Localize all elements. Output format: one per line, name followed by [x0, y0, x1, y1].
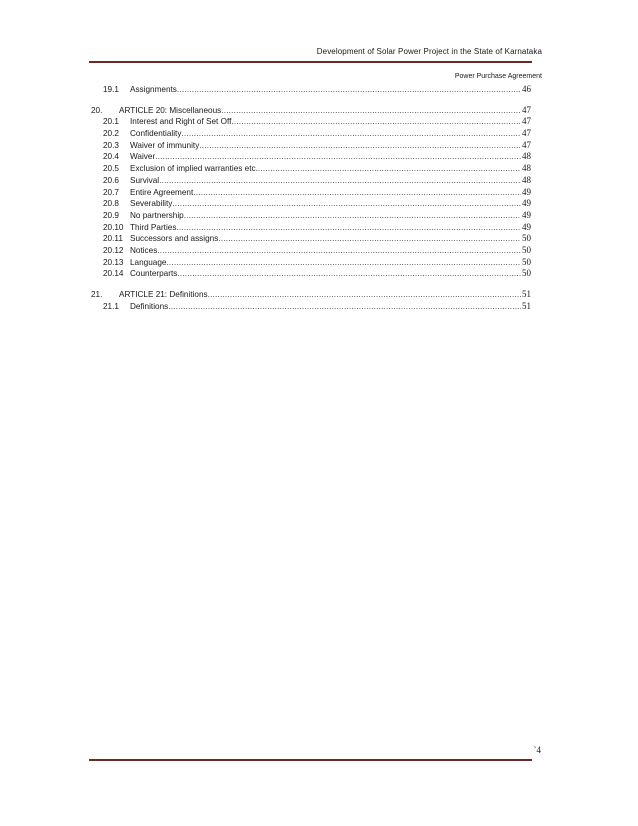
footer-rule — [89, 759, 532, 761]
toc-entry-page: 48 — [522, 163, 531, 174]
toc-entry-number: 20.4 — [103, 152, 119, 162]
toc-gap — [91, 96, 531, 105]
toc-entry-title: Assignments — [130, 85, 177, 94]
toc-entry-title: Waiver of immunity — [130, 140, 200, 150]
toc-entry-title: Interest and Right of Set Off — [130, 117, 232, 127]
toc-entry-page: 46 — [522, 84, 531, 94]
toc-entry-number: 20.3 — [103, 140, 119, 150]
toc-entry-20-8[interactable] — [91, 198, 531, 210]
toc-entry-20-1[interactable] — [91, 116, 531, 128]
toc-entry-20-6[interactable] — [91, 175, 531, 187]
toc-entry-title: Entire Agreement — [130, 187, 194, 197]
toc-entry-20-7[interactable] — [91, 187, 531, 199]
toc-entry-number: 20.1 — [103, 117, 119, 127]
toc-entry-number: 20.12 — [103, 245, 124, 255]
toc-entry-number: 21.1 — [103, 301, 119, 311]
toc-entry-number: 20.13 — [103, 257, 124, 267]
toc-entry-title: Counterparts — [130, 269, 178, 279]
toc-entry-page: 49 — [522, 209, 531, 220]
header-subtitle: Power Purchase Agreement — [454, 73, 542, 80]
toc-entry-20-11[interactable] — [91, 233, 531, 245]
toc-entry-number: 20.5 — [103, 164, 119, 174]
toc-article-title: ARTICLE 21: Definitions — [119, 290, 208, 299]
toc-dot-leader — [177, 85, 521, 94]
toc-entry-page: 50 — [522, 268, 531, 279]
page-number: `4 — [533, 745, 541, 755]
toc-dot-leader — [208, 290, 521, 299]
toc-dot-leader — [172, 199, 521, 208]
toc-entry-page: 51 — [522, 300, 531, 311]
toc-dot-leader — [177, 269, 521, 278]
toc-entry-title: Notices — [130, 245, 158, 255]
toc-article-page: 51 — [522, 289, 531, 299]
toc-entry-page: 50 — [522, 233, 531, 244]
toc-gap — [91, 280, 531, 289]
header-title: Development of Solar Power Project in the State of Karnataka — [316, 47, 542, 56]
toc-entry-20-3[interactable] — [91, 140, 531, 152]
toc-entry-20-10[interactable] — [91, 222, 531, 234]
toc-entry-title: Exclusion of implied warranties etc. — [130, 164, 258, 174]
toc-entry-title: Waiver — [130, 152, 156, 162]
toc-entry-page: 47 — [522, 128, 531, 139]
toc-dot-leader — [166, 258, 521, 267]
toc-article-number: 21. — [91, 290, 103, 299]
toc-entry-title: Survival — [130, 175, 160, 185]
toc-dot-leader — [157, 246, 521, 255]
toc-entry-20-9[interactable] — [91, 210, 531, 222]
toc-entry-page: 50 — [522, 256, 531, 267]
toc-entry-title: Successors and assigns — [130, 234, 219, 244]
toc-entry-page: 50 — [522, 244, 531, 255]
toc-dot-leader — [193, 188, 521, 197]
toc-entry-page: 48 — [522, 174, 531, 185]
header-rule — [89, 61, 532, 63]
toc-entry-21-1[interactable] — [91, 301, 531, 313]
toc-dot-leader — [231, 117, 521, 126]
toc-entry-20-13[interactable] — [91, 257, 531, 269]
toc-entry-page: 48 — [522, 151, 531, 162]
toc-article-number: 20. — [91, 105, 103, 115]
toc-entry-number: 20.11 — [103, 234, 123, 244]
toc-entry-20-4[interactable] — [91, 151, 531, 163]
toc-entry-page: 49 — [522, 221, 531, 232]
toc-dot-leader — [176, 223, 521, 232]
toc-dot-leader — [221, 106, 521, 115]
toc-entry-title: Severability — [130, 199, 173, 209]
toc-entry-20-5[interactable] — [91, 163, 531, 175]
toc-entry-number: 20.2 — [103, 129, 119, 139]
toc-entry-number: 20.14 — [103, 269, 124, 279]
toc-article-20[interactable] — [91, 105, 531, 117]
toc-entry-page: 49 — [522, 186, 531, 197]
toc-article-title: ARTICLE 20: Miscellaneous — [119, 105, 222, 115]
toc-entry-20-2[interactable] — [91, 128, 531, 140]
toc-entry-page: 47 — [522, 116, 531, 127]
toc-article-page: 47 — [522, 104, 531, 115]
toc-dot-leader — [218, 234, 521, 243]
toc-dot-leader — [184, 211, 521, 220]
toc-dot-leader — [159, 176, 521, 185]
toc-dot-leader — [199, 141, 521, 150]
toc-entry-20-14[interactable] — [91, 268, 531, 280]
toc-entry-title: Confidentiality — [130, 129, 182, 139]
toc-dot-leader — [155, 152, 521, 161]
toc-dot-leader — [168, 302, 521, 311]
table-of-contents — [91, 84, 531, 312]
toc-entry-number: 20.9 — [103, 210, 119, 220]
toc-entry-page: 47 — [522, 139, 531, 150]
toc-dot-leader — [258, 164, 521, 173]
toc-dot-leader — [181, 129, 521, 138]
toc-entry-title: Language — [130, 257, 167, 267]
toc-entry-number: 20.8 — [103, 199, 119, 209]
toc-entry-title: Third Parties — [130, 222, 177, 232]
toc-entry-number: 20.6 — [103, 175, 119, 185]
toc-entry-number: 20.10 — [103, 222, 124, 232]
toc-entry-title: Definitions — [130, 301, 169, 311]
toc-entry-20-12[interactable] — [91, 245, 531, 257]
toc-article-21[interactable] — [91, 289, 531, 301]
toc-entry-title: No partnership — [130, 210, 184, 220]
toc-entry-number: 20.7 — [103, 187, 119, 197]
toc-entry-19-1[interactable] — [91, 84, 531, 96]
toc-entry-number: 19.1 — [103, 85, 119, 94]
toc-entry-page: 49 — [522, 198, 531, 209]
